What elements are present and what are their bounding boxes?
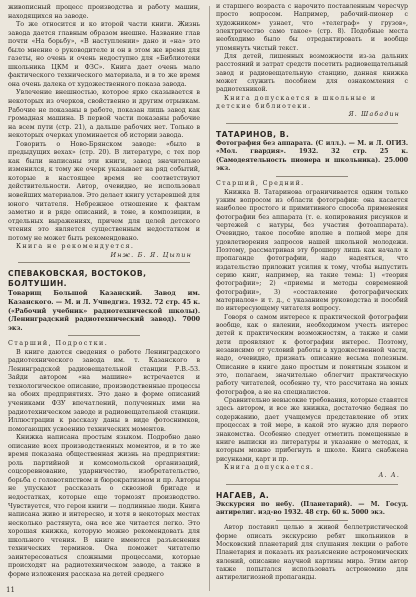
paragraph: Автор поставил целью в живой беллетристической форме описать экскурсию ребят школьников в Московский планетарий для слушания лекции о работе Планетария и показать их разъяснение астрономических явлений, описание научной картины мира. Этим автор также попытался использовать астрономию для антирелигиозной пропаганды. <box>216 524 408 582</box>
review-verdict: Книга не рекомендуется. <box>16 242 135 251</box>
book-title: Фотография без аппарата. (С илл.). — М. и Л. ОГИЗ. «Мол. гвардия». 1932. 32 стр. 25 к. (Самодеятельность пионера и школьника). 25.000 экз. <box>216 139 408 172</box>
divider <box>276 520 348 521</box>
paragraph: Книжка В. Татаринова ограничивается одним только узким вопросом из области фотографии: она касается наиболее простого и примитивного способа применения фотографии без аппарата (т. е. копирования рисунков и чертежей с натуры, без участия фотоаппарата). Очевидно, такое пособие вполне в полной мере для удовлетворения запросов нашей школьной молодежи. Поэтому, рассматривая эту брошюру лишь как начало к пропаганде фотографии, надо надеяться, что издательство приложит усилия к тому, чтобы выпустить серию книг, например, на такие темы: 1) «теория фотографии»; 2) «приемы и методы современной фотографии», 3) «составление фотографических материалов» и т. д., с указанием руководства и пособий по интересующему читателя вопросу. <box>216 188 408 313</box>
divider <box>68 335 140 336</box>
paragraph: живописный процесс производства и работу машин, находящихся на заводе. <box>8 3 200 20</box>
paragraph: Говоря о самом интересе к практической фотографии вообще, как о явлении, необходимом учесть интерес детей к практическим возможностям, а также и сами дети проявляют к фотографии интерес. Поэтому, независимо от условий работы в художественной части, надо, очевидно, признать описание весьма полезным. Описание в книге дано простым и понятным языком и это, полагаем, значительно облегчит практическую работу читателей, особенно ту, что рассчитана на юных фотографов, а не на специалистов. <box>216 313 408 396</box>
right-column <box>216 3 408 583</box>
paragraph: То же относится и ко второй части книги. Жизнь завода дается главным образом внешне. Название глав почти «На борьбу», «В наступлении» дано и «на» это было мнение о руководителе и он в этом же время для газеты, но очень и очень недоступно для «Библиотеки школьника ЦКМ и ФЗС». Книга дает очень мало фактического технического материала, и в то же время она очень далека от художественного показа завода. <box>8 20 200 88</box>
age-group: Старший, Средний. <box>216 180 305 188</box>
review-authors: НАГАЕВ, А. <box>216 490 270 500</box>
reviewer-signature: А. А. <box>378 472 400 480</box>
review-verdict: Книга допускается в школьные и детские библиотеки. <box>216 94 377 111</box>
divider <box>226 484 398 485</box>
paragraph: Книжка написана простым языком. Подробно дано описание всех производственных моментов, и в то же время показана общественная жизнь на предприятии: роль партийной и комсомольской организаций, соцсоревнование, ударничество, изобретательство, борьба с головотяпством и бюрократизмом и пр. Авторы не упускают рассказать о сквозной бригаде и недостатках, которые еще тормозят производство. Чувствуется, что герои книги — подлинные люди. Книга написана живо и интересно, и хотя в некоторых местах несколько растянута, она все же читается легко. Это хорошая книжка, которую можно рекомендовать для школьного чтения. В книге имеются разъяснения технических терминов. Она поможет читателю заинтересоваться сложными процессами, которые происходят на радиотехническом заводе, а также в форме изложения рассказа на детей среднего <box>8 433 200 578</box>
paragraph: Говорить о Ново-Брянском заводе: «было в предыдущих вехах» (стр. 20). В литературе, с тех пор как были написаны эти книги, завод значительно изменился, к тому же очерк указывает на ряд событий, которые в настоящее время не соответствуют действительности. Автор, очевидно, не использовал новейших материалов. Это делает книгу устаревшей для юного читателя. Небрежное отношение к фактам заметно и в ряде описаний, в тоне, в композиции, в отдельных выражениях, причем для целей детского чтения это является существенным недостатком и потому не может быть рекомендовано. <box>8 139 200 242</box>
review-authors: ТАТАРИНОВ, В. <box>216 129 290 139</box>
age-group: Старший, Подростки. <box>8 339 109 348</box>
page-number: 11 <box>6 586 15 594</box>
paragraph: Для детей, лишенных возможности из-за дальних расстояний и затрат средств посетить радиовещательный завод и радиовещательную станцию, данная книжка может служить пособием для ознакомления с радиотехникой. <box>216 53 408 94</box>
paragraph: Увлечение внешностью, которое ярко сказывается в некоторых из очерков, свойственно и другим отрывкам. Рабочие не показаны в работе, показан лишь завод как громадная машина. В первой части показаны рабочие на всем пути (стр. 21), а дальше рабочих нет. Только в некоторых очерках упоминается об истории завода. <box>8 88 200 140</box>
column-divider <box>209 6 210 591</box>
paragraph: Сравнительно невысокие требования, которые ставятся здесь автором, и все же книжка, достаточно бедная по содержанию, дает учащемуся представление об этих процессах в той мере, в какой это нужно для первого знакомства. Особенно следует отметить помещенные в книге выписки из литературы и указание о методах, к которым можно прибегнуть в школе. Книга снабжена рисунками, карт и пр. <box>216 397 408 463</box>
book-title: Экскурсия по небу. (Планетарий). — М. Госуд. антирелиг. изд-во 1932. 48 стр. 60 к. 5000 экз. <box>216 500 408 516</box>
paragraph: и старшего возраста с нарочито поставленным чересчур просто вопросом. Например, рабочий-пионер с художником» узнает, что «телеграф» у грузов», электричество само такое» (стр. 8). Подобные места необходимо было бы отредактировать и вообще упомянуть чистый текст. <box>216 3 408 52</box>
review-authors: СПЕВАКОВСКАЯ, ВОСТОКОВ, БОЛТУШИН. <box>8 269 147 289</box>
reviewer-signature: Я. Шабадин <box>348 111 400 119</box>
divider <box>226 123 398 124</box>
divider <box>18 262 190 263</box>
reviewer-signature: Инж. Б. Я. Цыпин <box>110 250 192 259</box>
book-title: Товарищ Большой Казанский. Завод им. Казанского. — М. и Л. Учпедгиз. 1932. 72 стр. 45 к. («Рабочий учебник» радиотехнической школы). (Ленинградский радиотехнический завод). 7000 экз. <box>8 289 200 332</box>
paragraph: В книге даются сведения о работе Ленинградского радиотехнического завода им. т. Казанского в Ленинградской радиовещательной станции Р.В.-53. Зайди автором «на машине» встречается и технологическое описание, производственные процессы на обоих предприятиях. Это дано в форме описаний учениками ФЗУ впечатлений, полученных ими на радиотехническом заводе и радиовещательной станции. Иллюстрации к рассказу даны в виде фотоснимков, помогающих усвоению технических моментов. <box>8 347 200 433</box>
left-column <box>8 3 200 578</box>
divider <box>276 176 348 177</box>
review-verdict: Книга допускается. <box>224 463 315 471</box>
